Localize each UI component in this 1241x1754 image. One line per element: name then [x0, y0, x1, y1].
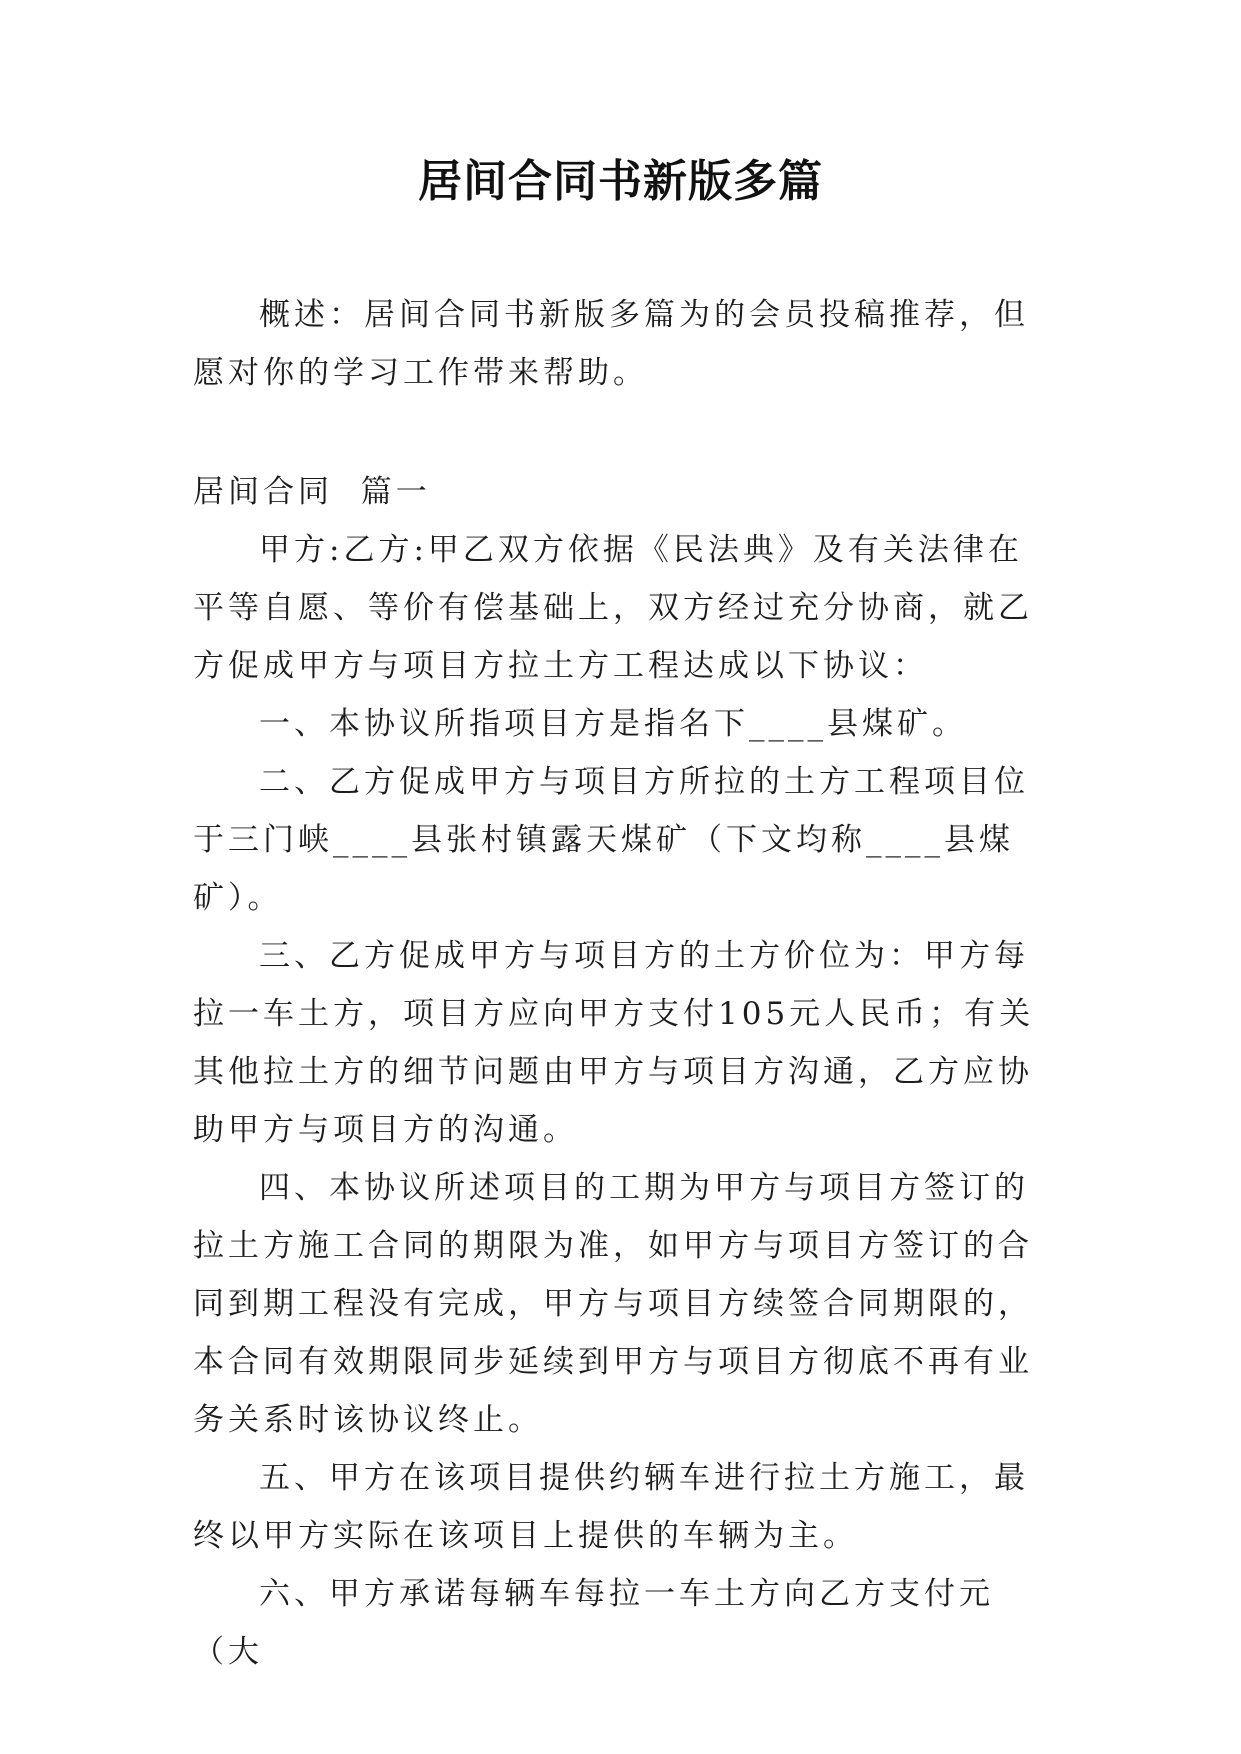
paragraph-clause-1: 一、本协议所指项目方是指名下____县煤矿。: [259, 706, 967, 742]
paragraph-intro: 甲方:乙方:甲乙双方依据《民法典》及有关法律在平等自愿、等价有偿基础上，双方经过充分协商，就乙方促成甲方与项目方拉土方工程达成以下协议：: [193, 532, 1033, 684]
document-title: 居间合同书新版多篇: [418, 156, 823, 207]
paragraph-clause-2: 二、乙方促成甲方与项目方所拉的土方工程项目位于三门峡____县张村镇露天煤矿（下文均称____县煤矿）。: [193, 764, 1029, 916]
paragraph-clause-4: 四、本协议所述项目的工期为甲方与项目方签订的拉土方施工合同的期限为准，如甲方与项目方签订的合同到期工程没有完成，甲方与项目方续签合同期限的，本合同有效期限同步延续到甲方与项目方彻底不再有业务关系时该协议终止。: [193, 1170, 1033, 1438]
contract-section: [193, 463, 1051, 1681]
section-heading: 居间合同 篇一: [193, 474, 431, 510]
summary-paragraph: 概述：居间合同书新版多篇为的会员投稿推荐，但愿对你的学习工作带来帮助。: [193, 297, 1029, 391]
paragraph-clause-3: 三、乙方促成甲方与项目方的土方价位为：甲方每拉一车土方，项目方应向甲方支付105元人民币；有关其他拉土方的细节问题由甲方与项目方沟通，乙方应协助甲方与项目方的沟通。: [193, 938, 1035, 1148]
paragraph-clause-5: 五、甲方在该项目提供约辆车进行拉土方施工，最终以甲方实际在该项目上提供的车辆为主。: [193, 1460, 1029, 1554]
summary-block: [193, 286, 1051, 402]
paragraph-clause-6: 六、甲方承诺每辆车每拉一车土方向乙方支付元（大: [193, 1576, 994, 1670]
